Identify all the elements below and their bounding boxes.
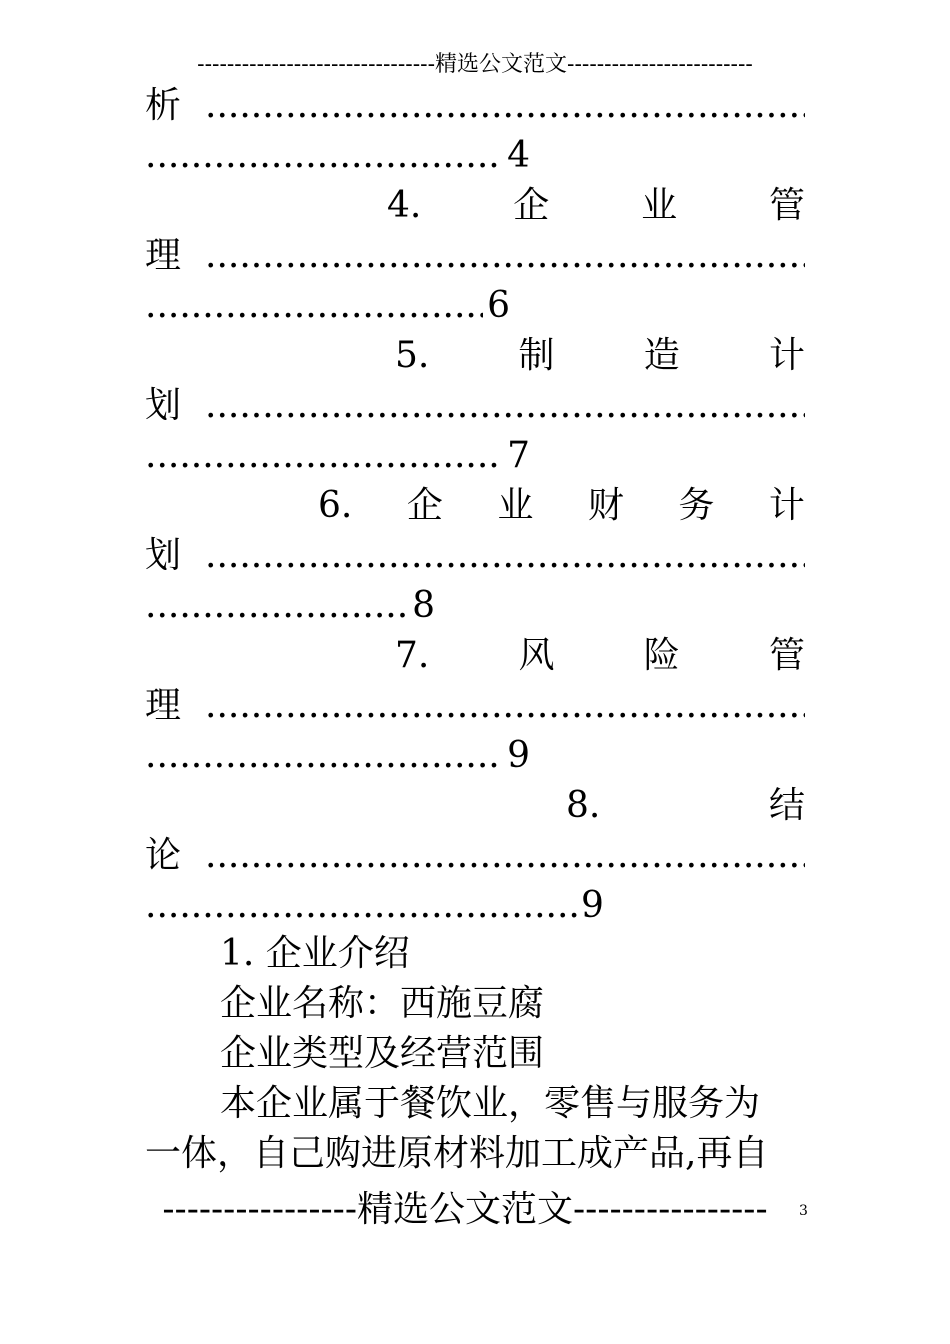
page-footer: ----------------精选公文范文---------------- [162,1189,768,1230]
toc-entry-heading[interactable] [395,632,805,680]
toc-entry-heading[interactable] [387,182,805,230]
toc-title-char: 务 [678,485,715,526]
toc-leader-dots [205,832,805,880]
toc-leader-dots [145,432,503,480]
toc-entry-page-line [145,882,605,930]
toc-entry-heading[interactable] [318,482,805,530]
toc-page-number: 9 [581,885,604,926]
toc-leader-dots [145,732,503,780]
toc-number: 8. [566,785,601,826]
toc-page-number: 6 [487,285,510,326]
toc-entry-lead-line [145,232,805,280]
toc-title-char: 风 [518,635,555,676]
toc-entry-lead-line [145,382,805,430]
page-header: --------------------------------精选公文范文------------------------- [197,52,753,77]
company-name-line: 企业名称：西施豆腐 [220,983,545,1024]
toc-title-char: 计 [768,485,805,526]
toc-title-char: 造 [643,335,680,376]
toc-title-char: 企 [406,485,443,526]
toc-entry-page-line [145,432,530,480]
toc-number: 6. [318,485,353,526]
toc-leader-dots [205,232,805,280]
toc-leader-dots [145,282,483,330]
toc-leader-dots [145,582,408,630]
toc-title-char: 管 [768,185,805,226]
toc-entry-lead-line [145,832,805,880]
toc-page-number: 4 [507,135,530,176]
toc-leader-dots [145,882,577,930]
toc-leader-dots [145,132,503,180]
toc-entry-page-line [145,732,530,780]
toc-lead-char: 划 [145,535,182,576]
paragraph-line: 本企业属于餐饮业，零售与服务为 [220,1083,761,1124]
toc-page-number: 9 [507,735,530,776]
toc-title-char: 业 [641,185,678,226]
toc-title-char: 业 [497,485,534,526]
toc-lead-char: 理 [145,235,182,276]
toc-lead-char: 论 [145,835,182,876]
toc-title-char: 财 [587,485,624,526]
toc-entry-heading[interactable] [395,332,805,380]
toc-page-number: 7 [507,435,530,476]
page-number: 3 [799,1203,808,1219]
section-heading: 1. 企业介绍 [220,933,410,974]
toc-lead-char: 划 [145,385,182,426]
toc-entry-heading[interactable] [566,782,805,830]
toc-number: 7. [395,635,430,676]
toc-page-number: 8 [412,585,435,626]
toc-leader-dots [205,82,805,130]
toc-lead-char: 析 [145,85,182,126]
toc-title-char: 制 [518,335,555,376]
toc-title-char: 结 [768,785,805,826]
company-type-line: 企业类型及经营范围 [220,1033,545,1074]
toc-entry-lead-line [145,532,805,580]
toc-entry-continued-page [145,132,530,180]
toc-leader-dots [205,382,805,430]
toc-title-char: 管 [768,635,805,676]
toc-lead-char: 理 [145,685,182,726]
toc-entry-lead-line [145,682,805,730]
toc-entry-page-line [145,282,510,330]
toc-title-char: 企 [513,185,550,226]
toc-title-char: 险 [643,635,680,676]
paragraph-line: 一体，自己购进原材料加工成产品,再自 [145,1133,769,1174]
toc-number: 4. [387,185,422,226]
toc-entry-page-line [145,582,435,630]
toc-leader-dots [205,532,805,580]
toc-title-char: 计 [768,335,805,376]
toc-entry-continued-lead [145,82,805,130]
toc-leader-dots [205,682,805,730]
toc-number: 5. [395,335,430,376]
